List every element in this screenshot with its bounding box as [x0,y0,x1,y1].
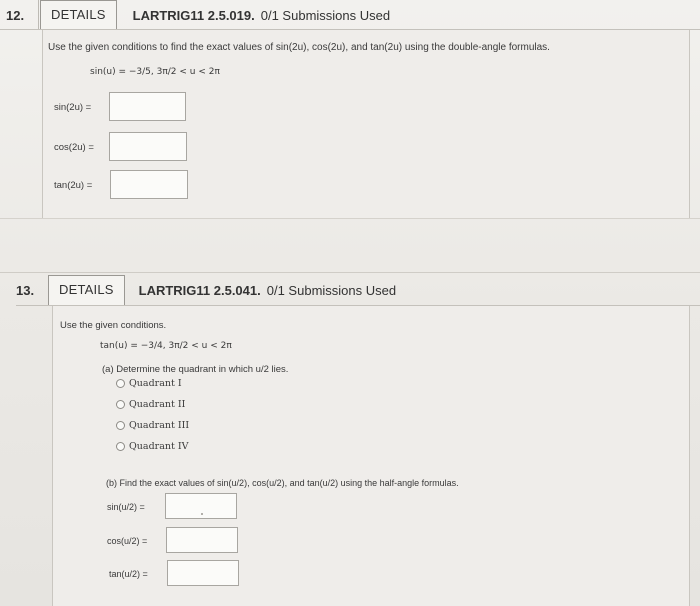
quadrant-option-1[interactable] [116,378,182,389]
question-number: 12. [6,7,25,23]
answer-label-cos2u: cos(2u) = [54,142,94,153]
q13-header-topline [0,272,700,273]
sin-half-u-answer-input[interactable] [165,493,237,519]
option-label: Quadrant III [129,420,190,431]
quadrant-option-3[interactable] [116,420,189,431]
radio-button[interactable] [116,400,125,409]
question-number: 13. [16,282,35,298]
submissions-used: 0/1 Submissions Used [266,282,397,298]
radio-button[interactable] [116,421,125,430]
question-separator [0,218,700,219]
question-13-header [16,275,396,305]
option-label: Quadrant I [129,378,182,389]
header-divider [38,0,39,30]
q13-part-a-prompt: (a) Determine the quadrant in which u/2 lies. [102,364,289,375]
q13-part-b-prompt: (b) Find the exact values of sin(u/2), cos(u/2), and tan(u/2) using the half-angle formulas. [106,478,459,488]
submissions-used: 0/1 Submissions Used [260,7,391,23]
q13-instruction: Use the given conditions. [60,320,167,331]
problem-id: LARTRIG11 2.5.041. [138,282,261,298]
answer-label-sin-half-u: sin(u/2) = [107,502,145,512]
problem-id: LARTRIG11 2.5.019. [132,7,255,23]
cursor-dot [201,513,203,515]
sin2u-answer-input[interactable] [109,92,186,121]
answer-label-sin2u: sin(2u) = [54,102,92,113]
cos2u-answer-input[interactable] [109,132,187,161]
q13-given-condition: tan(u) = −3/4, 3π/2 < u < 2π [100,341,232,351]
answer-label-cos-half-u: cos(u/2) = [107,536,148,546]
q12-instruction: Use the given conditions to find the exact values of sin(2u), cos(2u), and tan(2u) using the double-angle formulas. [48,42,550,53]
q12-given-condition: sin(u) = −3/5, 3π/2 < u < 2π [90,67,220,77]
cos-half-u-answer-input[interactable] [166,527,238,553]
answer-label-tan2u: tan(2u) = [54,180,93,191]
details-button[interactable]: DETAILS [40,0,117,30]
tan-half-u-answer-input[interactable] [167,560,239,586]
tan2u-answer-input[interactable] [110,170,188,199]
quadrant-option-2[interactable] [116,399,185,410]
radio-button[interactable] [116,442,125,451]
quadrant-option-4[interactable] [116,441,188,452]
answer-label-tan-half-u: tan(u/2) = [109,569,148,579]
option-label: Quadrant II [129,399,186,410]
radio-button[interactable] [116,379,125,388]
question-12-header [0,0,390,30]
question-13-panel [52,306,690,606]
details-button[interactable]: DETAILS [48,275,125,305]
option-label: Quadrant IV [129,441,189,452]
